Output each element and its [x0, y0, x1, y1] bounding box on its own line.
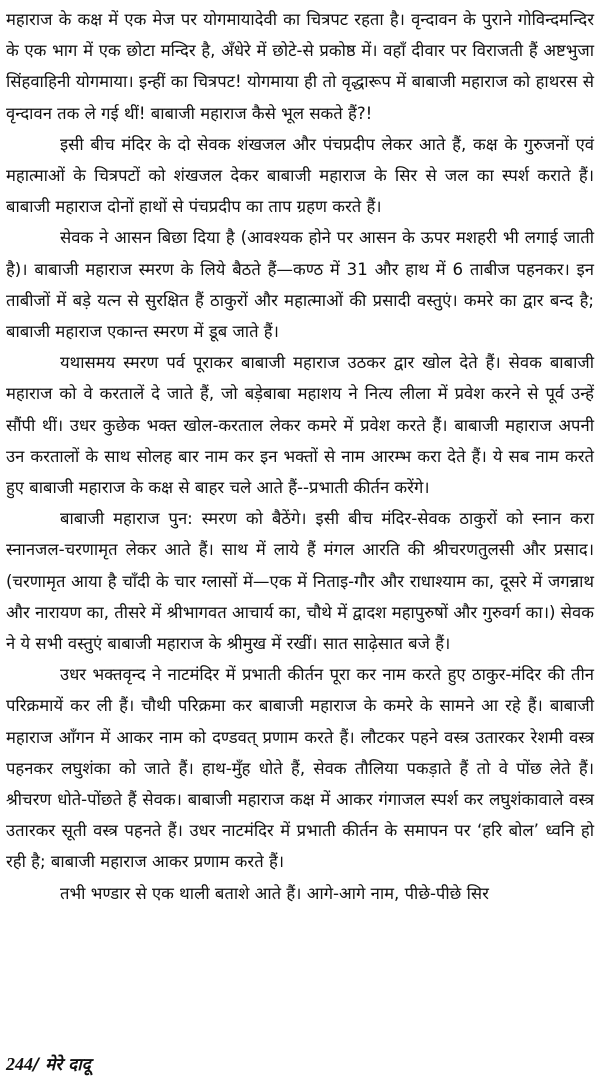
- paragraph-1: महाराज के कक्ष में एक मेज पर योगमायादेवी का चित्रपट रहता है। वृन्दावन के पुराने गोविन्दमन्दिर के एक भाग में एक छोटा मन्दिर है, अँधेरे में छोटे-से प्रकोष्ठ में। वहाँ दीवार पर विराजती हैं अष्टभुजा सिंहवाहिनी योगमाया। इन्हीं का चित्रपट! योगमाया ही तो वृद्धारूप में बाबाजी महाराज को हाथरस से वृन्दावन तक ले गई थीं! बाबाजी महाराज कैसे भूल सकते हैं?!: [6, 10, 594, 123]
- book-title: मेरे दादू: [45, 1055, 91, 1075]
- page-footer: [6, 1052, 91, 1075]
- paragraph-4: यथासमय स्मरण पर्व पूराकर बाबाजी महाराज उठकर द्वार खोल देते हैं। सेवक बाबाजी महाराज को वे करतालें दे जाते हैं, जो बड़ेबाबा महाशय ने नित्य लीला में प्रवेश करने से पूर्व उन्हें सौंपी थीं। उधर कुछेक भक्त खोल-करताल लेकर कमरे में प्रवेश करते हैं। बाबाजी महाराज अपनी उन करतालों के साथ सोलह बार नाम कर इन भक्तों से नाम आरम्भ करा देते हैं। ये सब नाम करते हुए बाबाजी महाराज के कक्ष से बाहर चले आते हैं--प्रभाती कीर्तन करेंगे।: [6, 353, 594, 498]
- paragraph-5: बाबाजी महाराज पुन: स्मरण को बैठेंगे। इसी बीच मंदिर-सेवक ठाकुरों को स्नान करा स्नानजल-चरणामृत लेकर आते हैं। साथ में लाये हैं मंगल आरति की श्रीचरणतुलसी और प्रसाद। (चरणामृत आया है चाँदी के चार ग्लासों में—एक में निताइ-गौर और राधाश्याम का, दूसरे में जगन्नाथ और नारायण का, तीसरे में श्रीभागवत आचार्य का, चौथे में द्वादश महापुरुषों और गुरुवर्ग का।) सेवक ने ये सभी वस्तुएं बाबाजी महाराज के श्रीमुख में रखीं। सात साढ़ेसात बजे हैं।: [6, 509, 594, 654]
- paragraph-7: तभी भण्डार से एक थाली बताशे आते हैं। आगे-आगे नाम, पीछे-पीछे सिर: [60, 883, 489, 903]
- page-number: 244: [6, 1054, 33, 1074]
- body-text: [6, 4, 594, 909]
- paragraph-2: इसी बीच मंदिर के दो सेवक शंखजल और पंचप्रदीप लेकर आते हैं, कक्ष के गुरुजनों एवं महात्माओं के चित्रपटों को शंखजल देकर बाबाजी महाराज के सिर से जल का स्पर्श कराते हैं। बाबाजी महाराज दोनों हाथों से पंचप्रदीप का ताप ग्रहण करते हैं।: [6, 134, 594, 217]
- paragraph-3: सेवक ने आसन बिछा दिया है (आवश्यक होने पर आसन के ऊपर मशहरी भी लगाई जाती है)। बाबाजी महाराज स्मरण के लिये बैठते हैं—कण्ठ में 31 और हाथ में 6 ताबीज पहनकर। इन ताबीजों में बड़े यत्न से सुरक्षित हैं ठाकुरों और महात्माओं की प्रसादी वस्तुएं। कमरे का द्वार बन्द है; बाबाजी महाराज एकान्त स्मरण में डूब जाते हैं।: [6, 228, 594, 342]
- paragraph-6: उधर भक्तवृन्द ने नाटमंदिर में प्रभाती कीर्तन पूरा कर नाम करते हुए ठाकुर-मंदिर की तीन परिक्रमायें कर ली हैं। चौथी परिक्रमा कर बाबाजी महाराज के कमरे के सामने आ रहे हैं। बाबाजी महाराज आँगन में आकर नाम को दण्डवत् प्रणाम करते हैं। लौटकर पहने वस्त्र उतारकर रेशमी वस्त्र पहनकर लघुशंका को जाते हैं। हाथ-मुँह धोते हैं, सेवक तौलिया पकड़ाते हैं तो वे पोंछ लेते हैं। श्रीचरण धोते-पोंछते हैं सेवक। बाबाजी महाराज कक्ष में आकर गंगाजल स्पर्श कर लघुशंकावाले वस्त्र उतारकर सूती वस्त्र पहनते हैं। उधर नाटमंदिर में प्रभाती कीर्तन के समापन पर ‘हरि बोल’ ध्वनि हो रही है; बाबाजी महाराज आकर प्रणाम करते हैं।: [6, 665, 594, 872]
- footer-separator: /: [33, 1055, 40, 1075]
